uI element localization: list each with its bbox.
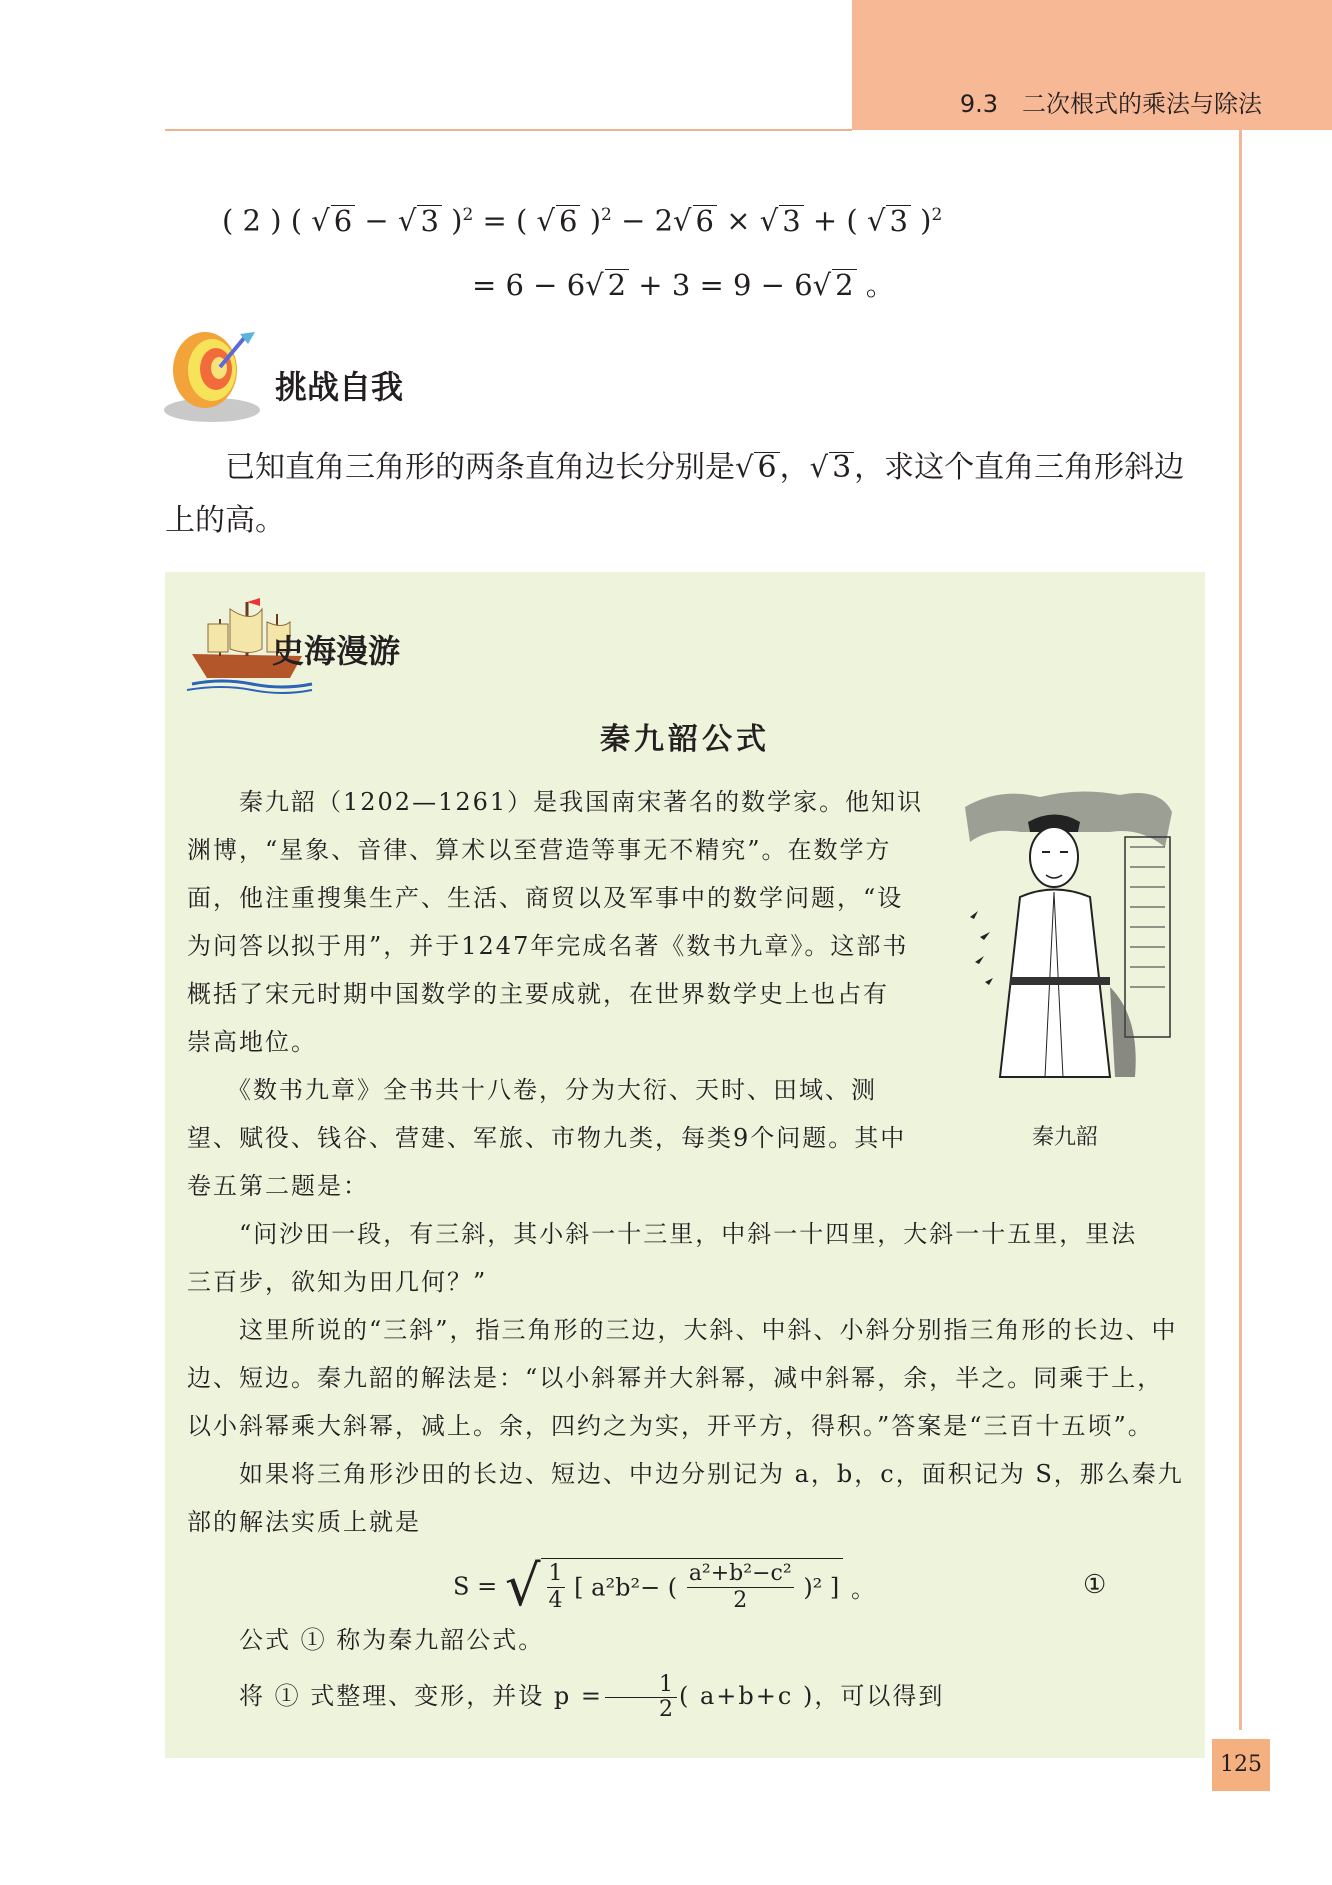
radical-sign: √ bbox=[866, 203, 886, 238]
history-p4-line: 部的解法实质上就是 bbox=[187, 1508, 421, 1536]
eq-text: − 2 bbox=[611, 203, 674, 238]
history-p5: 公式 ① 称为秦九韶公式。 bbox=[239, 1626, 545, 1654]
denominator: 4 bbox=[548, 1587, 563, 1613]
history-p6 bbox=[187, 1672, 944, 1722]
eq-text: ) bbox=[910, 203, 932, 238]
radical-sign: √ bbox=[812, 268, 832, 302]
history-p1-line: 渊博，“星象、音律、算术以至营造等事无不精究”。在数学方 bbox=[187, 836, 892, 864]
challenge-text-a: 已知直角三角形的两条直角边长分别是 bbox=[225, 450, 735, 485]
radical-sign: √ bbox=[673, 203, 692, 238]
eq-text: 。 bbox=[856, 268, 895, 302]
radicand: 3 bbox=[886, 205, 910, 236]
radicand: 6 bbox=[754, 452, 779, 483]
radical-sign: √ bbox=[809, 450, 829, 484]
radical-sign: √ bbox=[585, 268, 604, 302]
radical-sign: √ bbox=[397, 203, 417, 238]
page-number: 125 bbox=[1212, 1739, 1270, 1791]
radicand: 3 bbox=[417, 205, 441, 236]
radical-sign: √ bbox=[759, 203, 779, 238]
quote-line: “问沙田一段，有三斜，其小斜一十三里，中斜一十四里，大斜一十五里，里法 bbox=[239, 1220, 1138, 1248]
example-line-2 bbox=[472, 265, 895, 305]
section-header: 9.3 二次根式的乘法与除法 bbox=[959, 90, 1262, 118]
history-p1-line: 面，他注重搜集生产、生活、商贸以及军事中的数学问题，“设 bbox=[187, 884, 904, 912]
exponent: 2 bbox=[931, 205, 943, 225]
article-title: 秦九韶公式 bbox=[600, 722, 770, 757]
exponent: 2 bbox=[462, 205, 474, 225]
radical-sign: √ bbox=[504, 1554, 541, 1619]
radical-sign: √ bbox=[536, 203, 556, 238]
radical-sign: √ bbox=[311, 203, 330, 238]
exponent: 2 bbox=[601, 205, 612, 225]
history-p1-line: 崇高地位。 bbox=[187, 1028, 317, 1056]
fraction-quarter bbox=[547, 1561, 565, 1614]
p6-text-a: 将 ① 式整理、变形，并设 p = bbox=[239, 1682, 603, 1710]
history-heading: 史海漫游 bbox=[272, 632, 401, 670]
challenge-text-line2: 上的高。 bbox=[165, 503, 285, 538]
formula-lhs: S = bbox=[453, 1572, 498, 1601]
target-icon bbox=[160, 322, 265, 427]
eq-text: = 6 − 6 bbox=[472, 268, 586, 302]
portrait-caption: 秦九韶 bbox=[1031, 1125, 1098, 1150]
eq-text: + ( bbox=[803, 203, 867, 238]
radicand: 6 bbox=[331, 205, 355, 236]
denominator: 2 bbox=[659, 1697, 675, 1722]
challenge-text bbox=[225, 440, 1184, 495]
quote-line: 三百步，欲知为田几何？” bbox=[187, 1268, 488, 1296]
history-box bbox=[165, 572, 1205, 1758]
radicand: 2 bbox=[605, 269, 629, 300]
eq-text: = ( bbox=[473, 203, 537, 238]
formula-text: [ a²b²− ( bbox=[574, 1573, 678, 1601]
eq-text: ( 2 ) ( bbox=[222, 203, 312, 238]
eq-text: ) bbox=[580, 203, 602, 238]
history-p2-line: 卷五第二题是： bbox=[187, 1172, 369, 1200]
example-line-1 bbox=[222, 195, 942, 241]
numerator: 1 bbox=[548, 1560, 563, 1586]
history-p2-line: 望、赋役、钱谷、营建、军旅、市物九类，每类9个问题。其中 bbox=[187, 1124, 907, 1152]
formula-label: ① bbox=[1083, 1570, 1107, 1600]
radical-sign: √ bbox=[735, 450, 754, 484]
radicand: 3 bbox=[829, 452, 854, 483]
radicand: 3 bbox=[779, 205, 803, 236]
formula-radicand bbox=[541, 1558, 844, 1616]
history-p3-line: 以小斜幂乘大斜幂，减上。余，四约之为实，开平方，得积。”答案是“三百十五顷”。 bbox=[187, 1412, 1154, 1440]
radicand: 6 bbox=[693, 205, 717, 236]
history-p3-line: 这里所说的“三斜”，指三角形的三边，大斜、中斜、小斜分别指三角形的长边、中 bbox=[239, 1316, 1178, 1344]
qin-jiushao-portrait bbox=[960, 787, 1175, 1087]
fraction-sides bbox=[687, 1561, 794, 1614]
eq-text: + 3 = 9 − 6 bbox=[629, 268, 813, 302]
history-p1-line: 概括了宋元时期中国数学的主要成就，在世界数学史上也占有 bbox=[187, 980, 889, 1008]
history-p1-line: 为问答以拟于用”，并于1247年完成名著《数书九章》。这部书 bbox=[187, 932, 909, 960]
formula-text: )² ] bbox=[803, 1573, 840, 1601]
eq-text: × bbox=[716, 203, 760, 238]
formula-end: 。 bbox=[850, 1575, 875, 1603]
header-rule bbox=[165, 129, 852, 131]
history-p4-line: 如果将三角形沙田的长边、短边、中边分别记为 a，b，c，面积记为 S，那么秦九 bbox=[239, 1460, 1184, 1488]
side-rule bbox=[1239, 130, 1242, 1730]
challenge-text-b: ，求这个直角三角形斜边 bbox=[854, 450, 1185, 485]
p6-text-b: ( a+b+c )，可以得到 bbox=[679, 1682, 945, 1710]
eq-text: ) bbox=[441, 203, 463, 238]
numerator: 1 bbox=[605, 1673, 677, 1698]
eq-text: − bbox=[355, 203, 398, 238]
challenge-heading: 挑战自我 bbox=[275, 368, 404, 406]
history-p3-line: 边、短边。秦九韶的解法是：“以小斜幂并大斜幂，减中斜幂，余，半之。同乘于上， bbox=[187, 1364, 1164, 1392]
fraction-half bbox=[605, 1673, 677, 1722]
radicand: 2 bbox=[832, 269, 856, 300]
radicand: 6 bbox=[556, 205, 580, 236]
numerator: a²+b²−c² bbox=[688, 1560, 792, 1586]
challenge-comma: ， bbox=[779, 450, 810, 485]
qin-formula bbox=[453, 1554, 875, 1619]
denominator: 2 bbox=[733, 1587, 748, 1613]
history-p2-line: 《数书九章》全书共十八卷，分为大衍、天时、田域、测 bbox=[227, 1076, 877, 1104]
history-p1-line: 秦九韶（1202—1261）是我国南宋著名的数学家。他知识 bbox=[239, 788, 924, 816]
